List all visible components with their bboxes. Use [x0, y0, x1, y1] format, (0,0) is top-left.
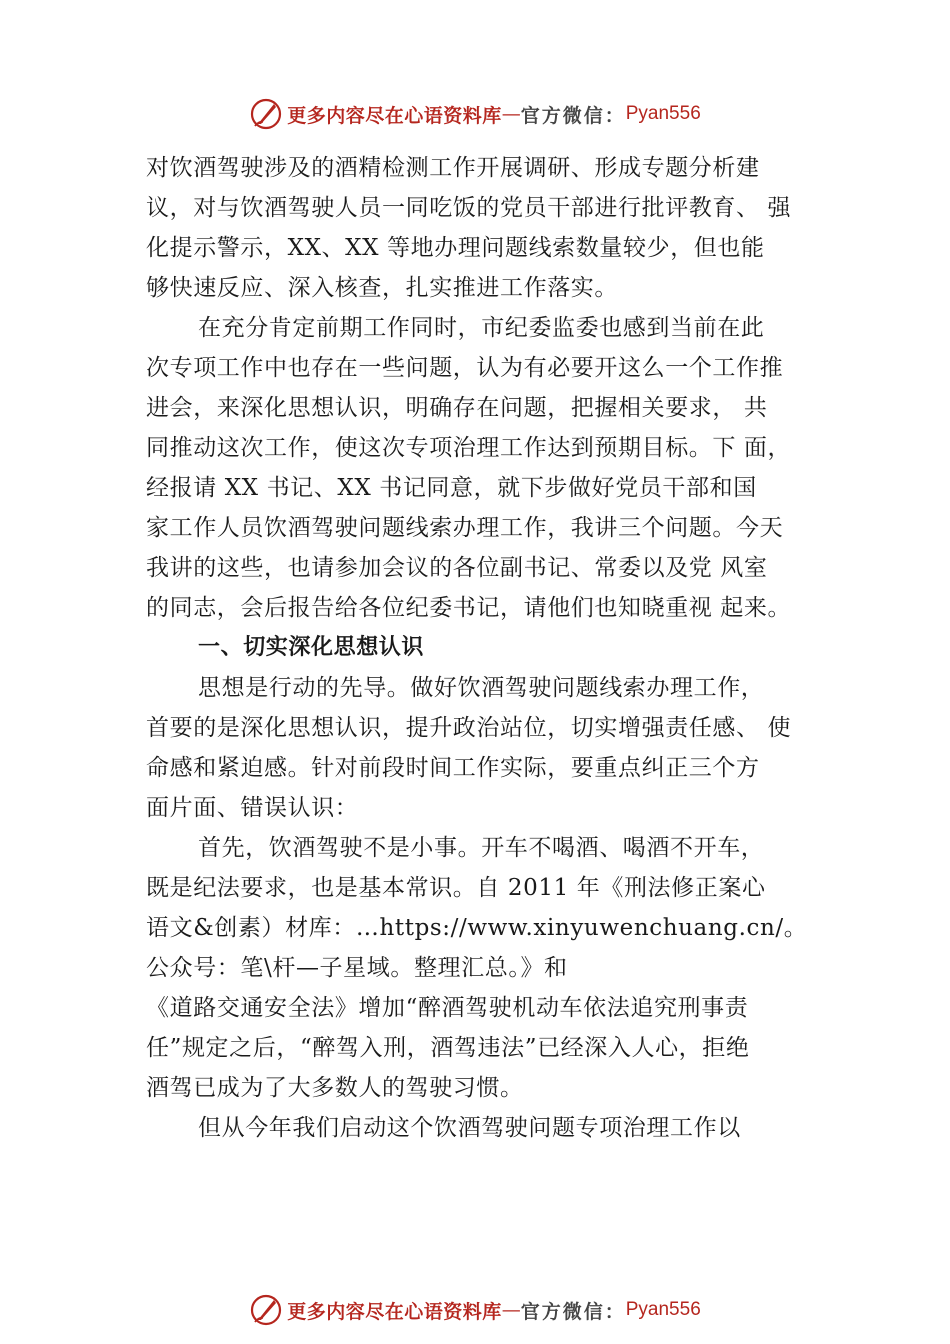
text-line: 任”规定之后，“醉驾入刑，酒驾违法”已经深入人心，拒绝 [146, 1035, 750, 1061]
text-line: 同推动这次工作，使这次专项治理工作达到预期目标。下 面， [146, 435, 792, 461]
text-line: 我讲的这些，也请参加会议的各位副书记、常委以及党 风室 [146, 555, 768, 581]
text-line: 思想是行动的先导。做好饮酒驾驶问题线索办理工作， [198, 675, 765, 701]
text-line: 家工作人员饮酒驾驶问题线索办理工作，我讲三个问题。今天 [146, 515, 784, 541]
text-line: 面片面、错误认识： [146, 795, 359, 821]
quill-pen-logo-icon [249, 97, 283, 131]
footer-watermark [0, 1290, 950, 1330]
watermark-separator: — [501, 103, 521, 125]
text-line: 进会，来深化思想认识，明确存在问题，把握相关要求， 共 [146, 395, 768, 421]
watermark-separator: — [501, 1299, 521, 1321]
watermark-wechat-id: Pyan556 [625, 103, 701, 124]
watermark-label: 官方微信： [520, 104, 626, 127]
text-line: 首先，饮酒驾驶不是小事。开车不喝酒、喝酒不开车， [198, 835, 765, 861]
text-line: 《道路交通安全法》增加“醉酒驾驶机动车依法追究刑事责 [146, 995, 749, 1021]
text-line: 对饮酒驾驶涉及的酒精检测工作开展调研、形成专题分析建 [146, 155, 760, 181]
text-line: 次专项工作中也存在一些问题，认为有必要开这么一个工作推 [146, 355, 784, 381]
text-line: 酒驾已成为了大多数人的驾驶习惯。 [146, 1075, 524, 1101]
text-line: 命感和紧迫感。针对前段时间工作实际，要重点纠正三个方 [146, 755, 760, 781]
watermark-wechat-id: Pyan556 [625, 1299, 701, 1320]
text-line: 但从今年我们启动这个饮酒驾驶问题专项治理工作以 [198, 1115, 741, 1141]
text-line: 经报请 XX 书记、XX 书记同意，就下步做好党员干部和国 [146, 475, 757, 501]
document-body [146, 148, 832, 1148]
text-line: 首要的是深化思想认识，提升政治站位，切实增强责任感、 使 [146, 715, 792, 741]
text-line: 既是纪法要求，也是基本常识。自 2011 年《刑法修正案心 [146, 875, 766, 901]
text-line: 语文&创素）材库：…https://www.xinyuwenchuang.cn/。 [146, 915, 808, 941]
text-line: 化提示警示，XX、XX 等地办理问题线索数量较少，但也能 [146, 235, 765, 261]
text-line: 公众号：笔\杆—子星域。整理汇总。》和 [146, 955, 568, 981]
watermark-brand: 更多内容尽在心语资料库 [287, 1300, 502, 1323]
watermark-label: 官方微信： [520, 1300, 626, 1323]
text-line: 够快速反应、深入核查，扎实推进工作落实。 [146, 275, 618, 301]
text-line: 议，对与饮酒驾驶人员一同吃饭的党员干部进行批评教育、 强 [146, 195, 792, 221]
header-watermark [0, 94, 950, 134]
text-line: 在充分肯定前期工作同时，市纪委监委也感到当前在此 [198, 315, 765, 341]
text-line: 的同志，会后报告给各位纪委书记，请他们也知晓重视 起来。 [146, 595, 792, 621]
quill-pen-logo-icon [249, 1293, 283, 1327]
watermark-brand: 更多内容尽在心语资料库 [287, 104, 502, 127]
section-heading: 一、切实深化思想认识 [198, 635, 425, 660]
